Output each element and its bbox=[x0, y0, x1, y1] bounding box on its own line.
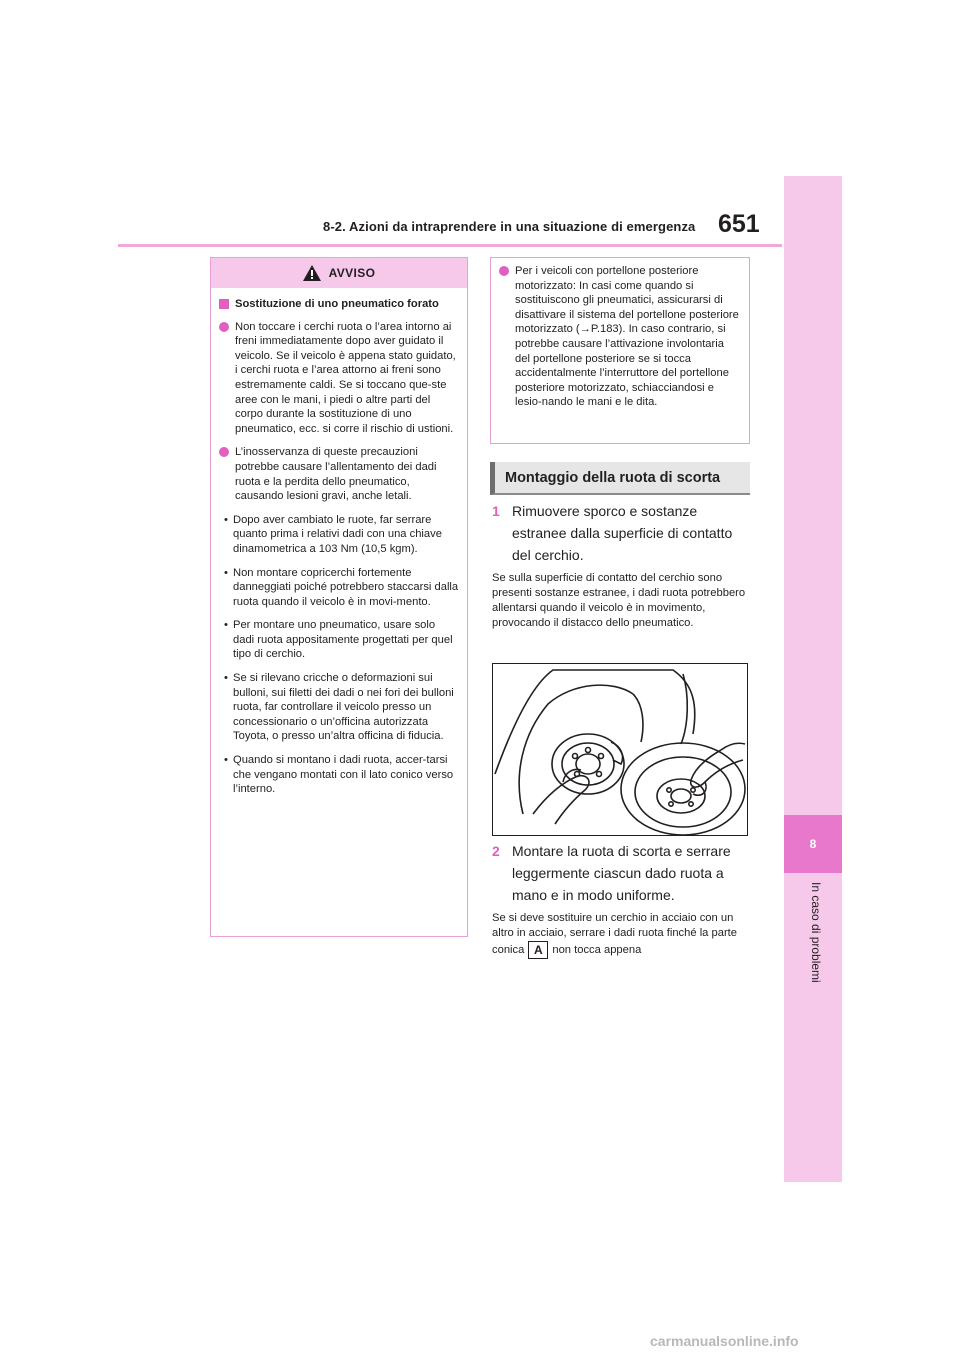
step-2-desc-part-b: non tocca appena bbox=[552, 943, 642, 956]
note-dot-item bbox=[499, 264, 741, 410]
step-text: Montare la ruota di scorta e serrare leggermente ciascun dado ruota a mano e in modo uniforme. bbox=[512, 843, 731, 903]
warning-bullet-text: Per montare uno pneumatico, usare solo dadi ruota appositamente progettati per quel tipo di cerchio. bbox=[233, 619, 453, 661]
step-1 bbox=[492, 500, 750, 566]
warning-bullet-item bbox=[219, 566, 459, 610]
warning-bullet-text: Dopo aver cambiato le ruote, far serrare quanto prima i relativi dadi con una chiave dinamometrica a 103 Nm (10,5 kgm). bbox=[233, 513, 442, 555]
warning-bullet-item bbox=[219, 753, 459, 797]
watermark: carmanualsonline.info bbox=[650, 1333, 799, 1349]
note-text: Per i veicoli con portellone posteriore motorizzato: In casi come quando si sostituiscono gli pneumatici, assicurarsi di disattivare il sistema del portellone posteriore motorizzato (→P.183). In caso contrario, si potrebbe causare l’attivazione involontaria del portellone posteriore se si tocca accidentalmente l’interruttore del portellone posteriore motorizzato, schiacciandosi e lesio-nando le mani e le dita. bbox=[515, 265, 739, 409]
warning-header bbox=[211, 258, 467, 288]
wheel-cleaning-illustration bbox=[492, 663, 748, 836]
circle-bullet-icon bbox=[499, 266, 509, 276]
section-title: 8-2. Azioni da intraprendere in una situazione di emergenza bbox=[323, 219, 696, 234]
spare-wheel-illustration bbox=[493, 664, 747, 835]
warning-dot-item bbox=[219, 320, 459, 437]
warning-bullet-text: Se si rilevano cricche o deformazioni sui bulloni, sui filetti dei dadi o nei fori dei bulloni ruota, far controllare il veicolo presso un concessionario o un’officina autorizzata Toyota, o presso un’altra officina di fiducia. bbox=[233, 672, 454, 743]
small-bullet-icon: • bbox=[224, 513, 228, 526]
header-rule bbox=[118, 244, 782, 247]
small-bullet-icon: • bbox=[224, 672, 228, 685]
chapter-side-tab bbox=[784, 176, 842, 1182]
warning-bullet-item bbox=[219, 671, 459, 744]
square-bullet-icon bbox=[219, 299, 229, 309]
warning-body bbox=[211, 288, 467, 797]
warning-bullet-text: Non montare copricerchi fortemente danneggiati poiché potrebbero staccarsi dalla ruota quando il veicolo è in movi-mento. bbox=[233, 566, 459, 608]
page-number: 651 bbox=[718, 210, 760, 238]
warning-dot-text: Non toccare i cerchi ruota o l’area intorno ai freni immediatamente dopo aver guidato il veicolo. Se il veicolo è appena stato guidato, i cerchi ruota e l’area attorno ai freni sono estremamente caldi. Se si toccano que-ste aree con le mani, i piedi o altre parti del corpo durante la sostituzione di uno pneumatico, ecc. si corre il rischio di ustioni. bbox=[235, 320, 456, 435]
step-1-description: Se sulla superficie di contatto del cerchio sono presenti sostanze estranee, i dadi ruota potrebbero allentarsi quando il veicolo è in movimento, provocando il distacco dello pneumatico. bbox=[492, 572, 746, 629]
step-text: Rimuovere sporco e sostanze estranee dalla superficie di contatto del cerchio. bbox=[512, 503, 733, 563]
warning-bullet-text: Quando si montano i dadi ruota, accer-tarsi che vengano montati con il lato conico verso l’interno. bbox=[233, 754, 454, 796]
step-2 bbox=[492, 840, 750, 906]
chapter-number-tab[interactable]: 8 bbox=[784, 815, 842, 873]
warning-title: AVVISO bbox=[328, 266, 376, 280]
step-2-description bbox=[492, 911, 750, 959]
warning-bullet-item bbox=[219, 618, 459, 662]
step-number: 1 bbox=[492, 503, 500, 519]
small-bullet-icon: • bbox=[224, 619, 228, 632]
warning-heading bbox=[219, 297, 459, 312]
step-2-desc-part-a: Se si deve sostituire un cerchio in acciaio con un altro in acciaio, serrare i dadi ruota finché la parte conica bbox=[492, 912, 738, 956]
circle-bullet-icon bbox=[219, 322, 229, 332]
subsection-heading: Montaggio della ruota di scorta bbox=[490, 462, 750, 495]
warning-triangle-icon bbox=[303, 265, 321, 281]
warning-dot-item bbox=[219, 445, 459, 503]
small-bullet-icon: • bbox=[224, 754, 228, 767]
callout-label-a: A bbox=[528, 941, 548, 959]
step-number: 2 bbox=[492, 843, 500, 859]
warning-box bbox=[210, 257, 468, 937]
circle-bullet-icon bbox=[219, 447, 229, 457]
small-bullet-icon: • bbox=[224, 566, 228, 579]
note-box bbox=[490, 257, 750, 444]
chapter-label: In caso di problemi bbox=[809, 882, 823, 983]
warning-bullet-item bbox=[219, 513, 459, 557]
warning-heading-text: Sostituzione di uno pneumatico forato bbox=[235, 298, 439, 310]
warning-dot-text: L’inosservanza di queste precauzioni potrebbe causare l’allentamento dei dadi ruota e la perdita dello pneumatico, causando lesioni gravi, anche letali. bbox=[235, 446, 437, 503]
